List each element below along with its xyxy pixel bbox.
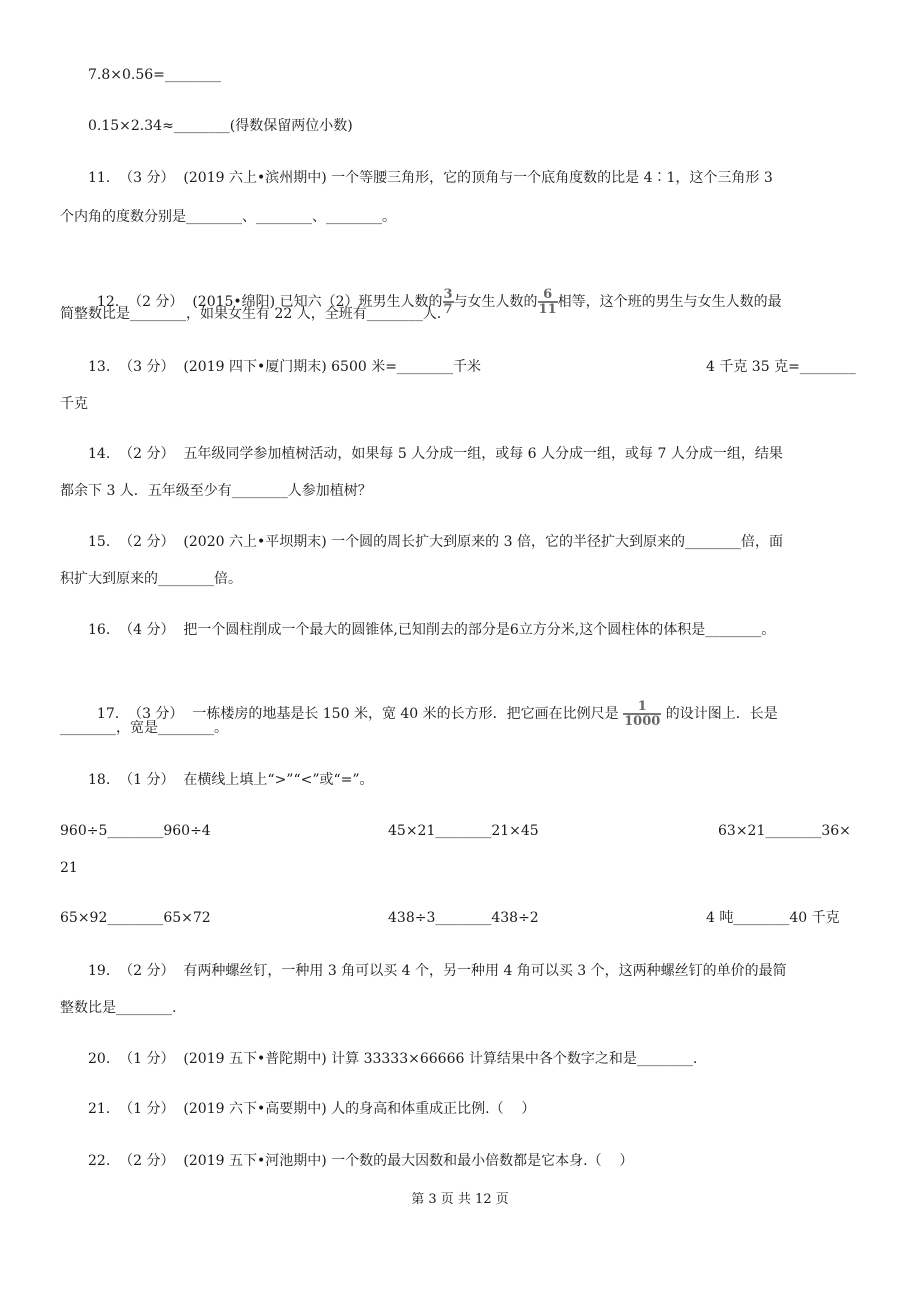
question-19-line-2: 整数比是________.	[60, 1000, 177, 1016]
line-7-8x0-56: 7.8×0.56=________	[88, 67, 221, 83]
fraction-denominator: 7	[443, 302, 453, 317]
question-13-line-1-right: 4 千克 35 克=________	[706, 359, 856, 375]
question-20: 20. （1 分） (2019 五下•普陀期中) 计算 33333×66666 计算结果中各个数字之和是________.	[88, 1051, 698, 1067]
q18-row-1-col-2: 45×21________21×45	[388, 823, 539, 839]
fraction-1-1000	[623, 700, 661, 728]
question-14-line-1: 14. （2 分） 五年级同学参加植树活动，如果每 5 人分成一组，或每 6 人分成一组，或每 7 人分成一组，结果	[88, 446, 783, 462]
fraction-6-11	[538, 288, 558, 316]
question-19-line-1: 19. （2 分） 有两种螺丝钉，一种用 3 角可以买 4 个，另一种用 4 角可以买 3 个，这两种螺丝钉的单价的最简	[88, 963, 787, 979]
question-22: 22. （2 分） (2019 五下•河池期中) 一个数的最大因数和最小倍数都是它本身.（ ）	[88, 1153, 634, 1169]
question-14-line-2: 都余下 3 人．五年级至少有________人参加植树？	[60, 483, 372, 499]
fraction-numerator: 1	[623, 700, 661, 715]
q18-row-2-col-3: 4 吨________40 千克	[706, 910, 840, 926]
question-16: 16. （4 分） 把一个圆柱削成一个最大的圆锥体,已知削去的部分是6立方分米,这个圆柱体的体积是________。	[88, 622, 776, 638]
question-15-line-1: 15. （2 分） (2020 六上•平坝期末) 一个圆的周长扩大到原来的 3 倍，它的半径扩大到原来的________倍，面	[88, 534, 783, 550]
question-11-line-1: 11. （3 分） (2019 六上•滨州期中) 一个等腰三角形，它的顶角与一个底角度数的比是 4∶1，这个三角形 3	[88, 170, 773, 186]
line-0-15x2-34: 0.15×2.34≈________(得数保留两位小数)	[88, 118, 353, 134]
question-12-line-2: 简整数比是________，如果女生有 22 人，全班有________人.	[60, 306, 442, 322]
question-15-line-2: 积扩大到原来的________倍。	[60, 571, 242, 587]
q17-text-part-1: 17. （3 分） 一栋楼房的地基是长 150 米，宽 40 米的长方形．把它画在比例尺是	[96, 706, 619, 722]
q12-text-part-3: 相等，这个班的男生与女生人数的最	[557, 294, 782, 310]
q18-row-1-col-3: 63×21________36×	[718, 823, 851, 839]
question-18: 18. （1 分） 在横线上填上“>”“<”或“=”。	[88, 772, 374, 788]
q12-text-part-2: 与女生人数的	[453, 294, 538, 310]
q17-text-part-2: 的设计图上．长是	[665, 706, 778, 722]
q18-row-1-wrap: 21	[60, 860, 78, 876]
fraction-denominator: 11	[538, 302, 557, 317]
question-21: 21. （1 分） (2019 六下•高要期中) 人的身高和体重成正比例.（ ）	[88, 1101, 536, 1117]
question-17-line-2: ________，宽是________。	[60, 720, 228, 736]
q12-text-part-1: 12. （2 分） (2015•绵阳) 已知六（2）班男生人数的	[96, 294, 443, 310]
fraction-numerator: 6	[538, 288, 558, 303]
page-footer: 第 3 页 共 12 页	[411, 1192, 509, 1207]
question-13-line-1-left: 13. （3 分） (2019 四下•厦门期末) 6500 米=________千米	[88, 359, 481, 375]
q18-row-2-col-2: 438÷3________438÷2	[388, 910, 539, 926]
q18-row-2-col-1: 65×92________65×72	[60, 910, 211, 926]
question-11-line-2: 个内角的度数分别是________、________、________。	[60, 209, 396, 225]
fraction-numerator: 3	[443, 287, 453, 302]
q18-row-1-col-1: 960÷5________960÷4	[60, 823, 211, 839]
fraction-denominator: 1000	[624, 714, 661, 729]
fraction-3-7	[443, 288, 454, 316]
question-13-line-2: 千克	[60, 396, 88, 412]
